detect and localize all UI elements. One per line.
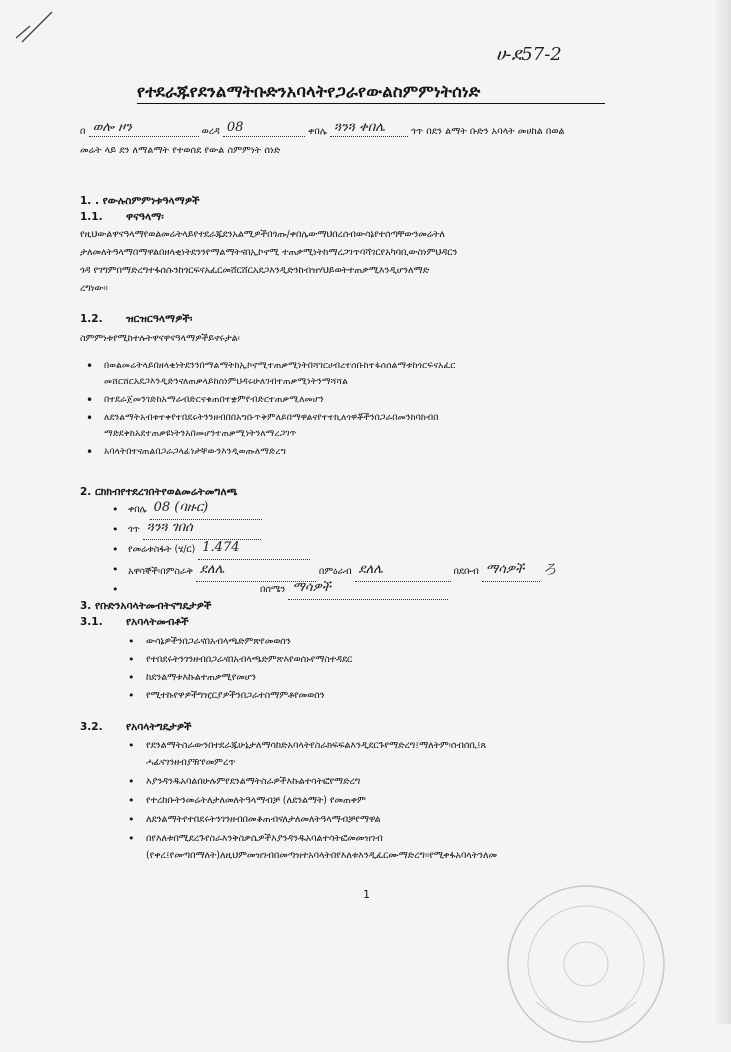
section3-1-title: የአባላትመብቶች <box>126 616 189 628</box>
woreda-value: 08 <box>226 120 244 135</box>
kebele-label: ቀበሌ <box>128 504 147 515</box>
woreda-label: ወረዳ <box>201 126 220 137</box>
list-item <box>128 773 497 790</box>
boundaries-row <box>112 560 557 580</box>
section1-1-heading <box>80 211 164 224</box>
intro-line1-rest: ጎጥ በደን ልማት ቡድን አባላት መሀከል በወል <box>411 126 565 137</box>
land-description-fields <box>112 500 557 600</box>
list-item: • የተበደሩትንገንዘብበጋራናበአብላጫድምጽእየወሰኑየማስተዳደር <box>128 651 352 669</box>
kebele-row <box>112 500 557 520</box>
area-label: የመሬቱስፋት (ሄ/ር) <box>128 544 196 555</box>
section3-1-number: 3.1. <box>80 616 103 628</box>
intro-prefix: በ <box>80 126 86 137</box>
list-item: • ከደንልማቱእኩልተጠቃሚየመሆን <box>128 669 352 687</box>
paragraph-line: ታለመለትዓላማበማዋልበዘላቂነትደንንየማልማትናበኢኮኖሚ ተጠቃሚነትከማረጋገጥባሻገርየአካባቢውስነምህዳርን <box>80 247 458 258</box>
north-label: በሰሜን <box>260 584 286 595</box>
list-item-line: የተረከቡትንመሬትለታለመለትዓላማብቻ (ለደንልማት) የመጠቀም <box>146 795 366 806</box>
list-item-line: • የደንልማትስራውንበተደራጁሁኔታለማሳከድአባላትየስራክፍፍልእንዲደርጉየማድረግ፤ማለትም፡ሰብሰቢ፤ጸ <box>146 740 487 751</box>
handwritten-mark: ろ <box>542 562 557 578</box>
boundaries-label: አዋሳኞች፡በምስራቅ <box>128 566 193 577</box>
section2-heading: 2. ርክክብየተደረገበትየወልመሬትመግለጫ <box>80 486 238 498</box>
section1-2-title: ዝርዝርዓላማዎች፡ <box>126 313 193 325</box>
south-label: በደቡብ <box>453 566 479 577</box>
objectives-list <box>80 358 680 460</box>
list-item <box>128 830 497 864</box>
paragraph-line: ጎዳ የገግምበማድረግተፋሰሱንከጎርፍናአፈርመሸርሸርአደጋእንዲድንከብዝሃህይወትተጠቃሚእንዲሆንለማድ <box>80 265 430 276</box>
staple-mark <box>10 6 60 46</box>
south-value: ማሳዎች <box>485 562 525 577</box>
list-item-line: ማድደቅከአደተጠቃዩነትንአበመሆንተጠቃሚነትንለማረጋገጥ <box>104 428 297 439</box>
woreda-field <box>223 122 305 137</box>
east-value: ደለሌ <box>199 562 225 577</box>
west-value: ደለሌ <box>358 562 383 577</box>
north-row <box>112 580 557 600</box>
kebele-value: ጓንጓ ቀበሌ <box>334 120 385 135</box>
section1-2-intro: ስምምነቱየሚከተሉትዋናዋናዓላማዎችይኖሩታል፡ <box>80 333 240 344</box>
region-value: ወሎ ዞን <box>92 120 133 135</box>
section1-1-title: ዋናዓላማ፡ <box>126 211 164 223</box>
region-field <box>89 122 199 137</box>
handwritten-document-code: ሀ-ደ57-2 <box>496 44 562 65</box>
list-item <box>128 737 497 771</box>
list-item-line: • በወልመሬትላይበዘላቂነትደንንበማልማትከኢኮኖሚተጠቃሚነትበሻገርሀብረተሰቡከተፋሰሰልማቱከጎርፍናአፈር <box>104 360 456 371</box>
list-item <box>80 410 680 442</box>
page-edge-shadow <box>713 0 731 1024</box>
gote-label: ጎጥ <box>128 524 140 535</box>
list-item <box>80 392 680 408</box>
list-item <box>128 792 497 809</box>
list-item: • የሚተኩየዋዎችግዢርያዎችንበጋራተስማምቶየመወሰን <box>128 687 352 705</box>
section1-2-number: 1.2. <box>80 313 103 325</box>
list-item-line: • አባላትበተናጠልበጋራጋላፊነታቸውንእንዲወጡለማድረግ <box>104 446 286 457</box>
north-value: ማሳዎች <box>292 580 331 595</box>
section3-2-heading <box>80 721 192 734</box>
list-item-line: • ለደንልማትአብቱተቀየተበደሩትንንዘብበበአግቡጥቅምለይበማዋልናየተተኪለጎዋቾችንበጋራበመንከባከብበ <box>104 412 439 423</box>
kebele-value: 08 (ባዙር) <box>153 500 209 515</box>
section1-heading: 1. . የውሉስምምነቱዓላማዎች <box>80 195 200 207</box>
list-item <box>128 811 497 828</box>
intro-line-2: መሬት ላይ ደን ለማልማት የተወሰደ የውል ስምምነት ሰነድ <box>80 145 281 156</box>
gote-row <box>112 520 557 540</box>
gote-value: ጓንጓ ገበሰ <box>146 520 193 535</box>
north-field <box>288 580 448 600</box>
section3-2-number: 3.2. <box>80 721 103 733</box>
list-item-line: ለደንልማትየተበደሩትንገንዘብበመቆጠብናለታለመለትዓላማብቻየማዋል <box>146 814 381 825</box>
section1-1-number: 1.1. <box>80 211 103 223</box>
kebele-label: ቀበሌ <box>307 126 328 137</box>
paragraph-line: የዚህውልዋናዓላማየወልመሬትላይየተደራጁደንአልሚዎችበጎጡ/ቀበሌውማህበረሰብውሳኔየተሰጣቸውንመሬትለ <box>80 229 445 240</box>
west-label: በምዕራብ <box>318 566 352 577</box>
document-title: የተደራጁየደንልማትቡድንአባላትየጋራየውልስምምነትሰነድ <box>137 82 605 104</box>
member-duties-list <box>128 737 497 864</box>
kebele-field <box>330 122 408 137</box>
member-rights-list <box>128 633 352 705</box>
list-item-line: መሸርሸርአደጋእንዲድንናለጠቃላይከስነምህዳሩሁለገብተጠቃሚነትንማሻሻል <box>104 376 348 387</box>
list-item-line: ሓፊናገንዘብያዥየመምረጥ <box>146 757 236 768</box>
section3-heading: 3. የቡድንአባላትመብትናግዴታዎች <box>80 600 212 612</box>
section1-1-paragraph <box>80 226 670 298</box>
list-item-line: እያንዳንዱአባልበሁሉምየደንልማትስራዎችእኩልተሳትፎየማድረግ <box>146 776 361 787</box>
page-number: 1 <box>363 888 370 901</box>
list-item <box>80 358 680 390</box>
section1-2-heading <box>80 313 192 326</box>
area-value: 1.474 <box>202 540 240 555</box>
section3-1-heading <box>80 616 189 629</box>
list-item <box>80 444 680 460</box>
area-row <box>112 540 557 560</box>
area-field <box>198 540 310 560</box>
intro-line-1 <box>80 122 680 137</box>
list-item: • ውሳኔዎችንበጋራናበአብላጫድምጽየመወሰን <box>128 633 352 651</box>
list-item-line: • በተደራጀመንገድከአማራብድርናቁጠበተቋምየብድርተጠቃሚለመሆን <box>104 394 324 405</box>
paragraph-line: ረግነው። <box>80 283 108 294</box>
list-item-line: • በየእለቱበሚደረጉየስራእንቅስቃሴዎችእያንዳንዱአባልተሳትፎመመዝገብ <box>146 833 383 844</box>
official-stamp-impression <box>466 852 702 1052</box>
section3-2-title: የአባላትግዴታዎች <box>126 721 192 733</box>
list-item-line: (የቀረ፤የመጣበማለት)ለዚህምመዝገብበመጣዝተአባላትበየእለቱእንዲፈርሙማድረግ።የሚቀፋአባላትንለመ <box>146 850 497 861</box>
